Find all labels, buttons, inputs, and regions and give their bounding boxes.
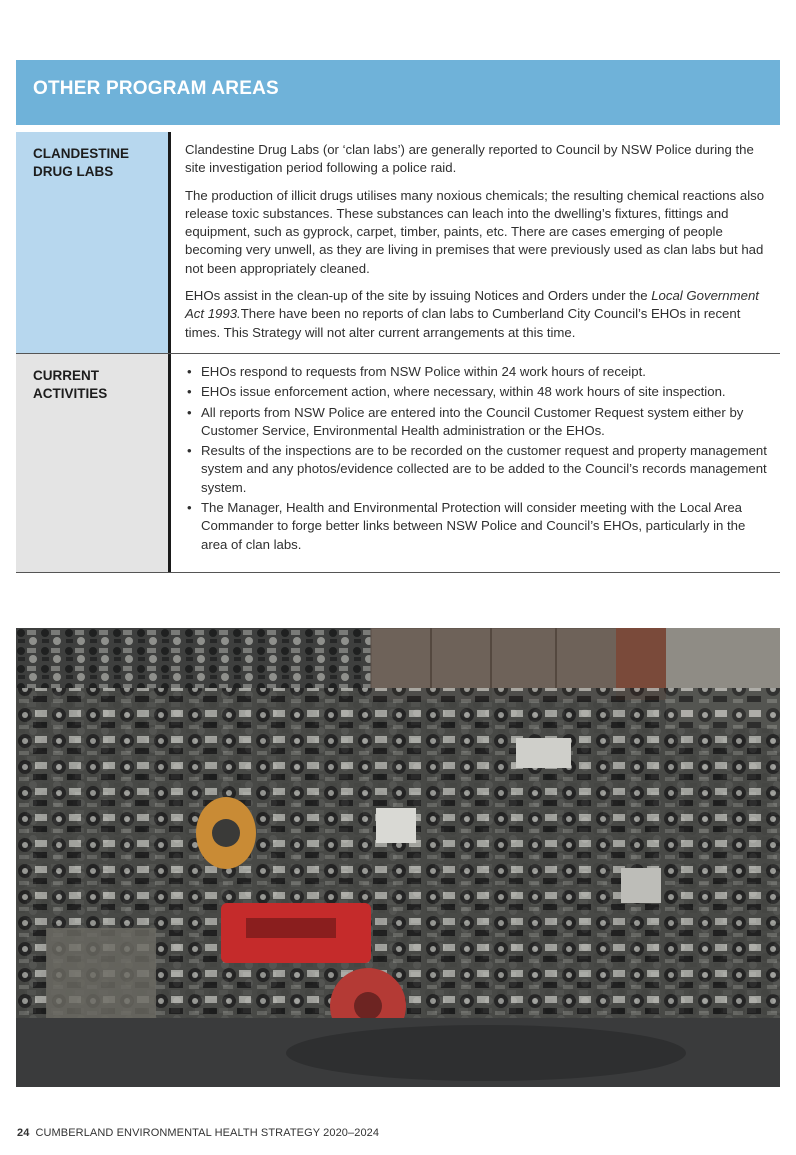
paragraph: [185, 287, 774, 342]
paragraph-text: EHOs assist in the clean-up of the site by issuing Notices and Orders under the: [185, 288, 652, 304]
table-row-clandestine-drug-labs: [16, 129, 780, 354]
paragraph-text: There have been no reports of clan labs to Cumberland City Council’s EHOs in recent times. This Strategy will not alter current arrangements at this time.: [185, 306, 741, 340]
list-item: • The Manager, Health and Environmental Protection will consider meeting with the Local Area Commander to forge better links between NSW Police and Council’s EHOs, particularly in the area of clan labs.: [201, 499, 774, 554]
page-number: 24: [17, 1127, 30, 1139]
row-content: [171, 354, 780, 572]
program-table: [16, 129, 780, 573]
list-item: • Results of the inspections are to be recorded on the customer request and property management system and any photos/evidence collected are to be added to the Council’s records management system.: [201, 442, 774, 497]
list-item: • EHOs issue enforcement action, where necessary, within 48 work hours of site inspection.: [201, 383, 774, 401]
scrap-engines-photo: [16, 628, 780, 1087]
act-reference: Local Government Act 1993.: [185, 288, 759, 322]
section-header: [16, 60, 780, 127]
page-footer: [17, 1127, 379, 1139]
activity-list: [185, 363, 774, 554]
paragraph: The production of illicit drugs utilises many noxious chemicals; the resulting chemical reactions also release toxic substances. These substances can leach into the dwelling’s fixtures, fittings and equipment, such as gyprock, carpet, timber, paints, etc. There are cases emerging of people becoming very unwell, as they are living in premises that were previously used as clan labs but had not been appropriately cleaned.: [185, 187, 765, 276]
row-label: CURRENT ACTIVITIES: [16, 354, 168, 572]
table-row-current-activities: [16, 354, 780, 573]
document-title: CUMBERLAND ENVIRONMENTAL HEALTH STRATEGY 2020–2024: [35, 1127, 380, 1139]
row-content: [171, 132, 780, 353]
list-item: • All reports from NSW Police are entered into the Council Customer Request system either by Customer Service, Environmental Health administration or the EHOs.: [201, 404, 774, 441]
row-label: CLANDESTINE DRUG LABS: [16, 132, 168, 353]
paragraph: Clandestine Drug Labs (or ‘clan labs’) are generally reported to Council by NSW Police during the site investigation period following a police raid.: [185, 142, 754, 176]
list-item: • EHOs respond to requests from NSW Police within 24 work hours of receipt.: [201, 363, 774, 381]
section-title: OTHER PROGRAM AREAS: [33, 78, 279, 99]
